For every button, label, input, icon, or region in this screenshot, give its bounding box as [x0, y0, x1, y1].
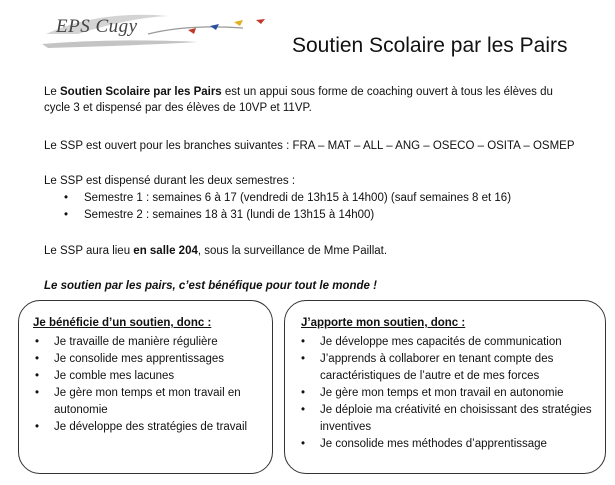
intro-paragraph: [44, 84, 553, 116]
list-item: • Je développe des stratégies de travail: [33, 419, 265, 436]
list-item: • Je consolide mes apprentissages: [33, 351, 265, 368]
location-prefix: Le SSP aura lieu: [44, 245, 134, 257]
list-item: • Je gère mon temps et mon travail en autonomie: [299, 385, 599, 402]
list-item: • Je comble mes lacunes: [33, 368, 265, 385]
intro-line1-rest: est un appui sous forme de coaching ouvert à tous les élèves du: [221, 86, 553, 98]
list-item: • Je travaille de manière régulière: [33, 334, 265, 351]
contributions-box-title: J’apporte mon soutien, donc :: [301, 317, 466, 329]
list-item: • Je consolide mes méthodes d’apprentissage: [299, 436, 599, 453]
logo-text: EPS Cugy: [56, 16, 138, 37]
location-room: en salle 204: [133, 245, 198, 257]
intro-prefix: Le: [44, 86, 60, 98]
list-item: • J’apprends à collaborer en tenant compte des caractéristiques de l’autre et de mes forces: [299, 351, 599, 385]
motto: Le soutien par les pairs, c’est bénéfique pour tout le monde !: [44, 280, 377, 292]
intro-line2: cycle 3 et dispensé par des élèves de 10VP et 11VP.: [44, 102, 312, 114]
list-item: • Je gère mon temps et mon travail en autonomie: [33, 385, 265, 419]
location-paragraph: [44, 243, 387, 259]
list-item: • Je déploie ma créativité en choisissant des stratégies inventives: [299, 402, 599, 436]
semester-item: • Semestre 2 : semaines 18 à 31 (lundi de 13h15 à 14h00): [62, 207, 511, 224]
intro-bold: Soutien Scolaire par les Pairs: [60, 86, 222, 98]
branches-paragraph: Le SSP est ouvert pour les branches suivantes : FRA – MAT – ALL – ANG – OSECO – OSITA – OSMEP: [44, 140, 575, 152]
location-suffix: , sous la surveillance de Mme Paillat.: [197, 245, 388, 257]
page-title: Soutien Scolaire par les Pairs: [292, 34, 568, 57]
benefits-box-title: Je bénéficie d’un soutien, donc :: [33, 317, 212, 329]
semesters-intro: Le SSP est dispensé durant les deux semestres :: [44, 175, 296, 187]
benefits-box: [18, 300, 273, 474]
contributions-box: [284, 300, 606, 474]
benefits-list: [33, 334, 265, 436]
semesters-list: [62, 190, 511, 224]
eps-cugy-logo: [38, 4, 278, 52]
semester-item: • Semestre 1 : semaines 6 à 17 (vendredi de 13h15 à 14h00) (sauf semaines 8 et 16): [62, 190, 511, 207]
list-item: • Je développe mes capacités de communication: [299, 334, 599, 351]
contributions-list: [299, 334, 599, 453]
